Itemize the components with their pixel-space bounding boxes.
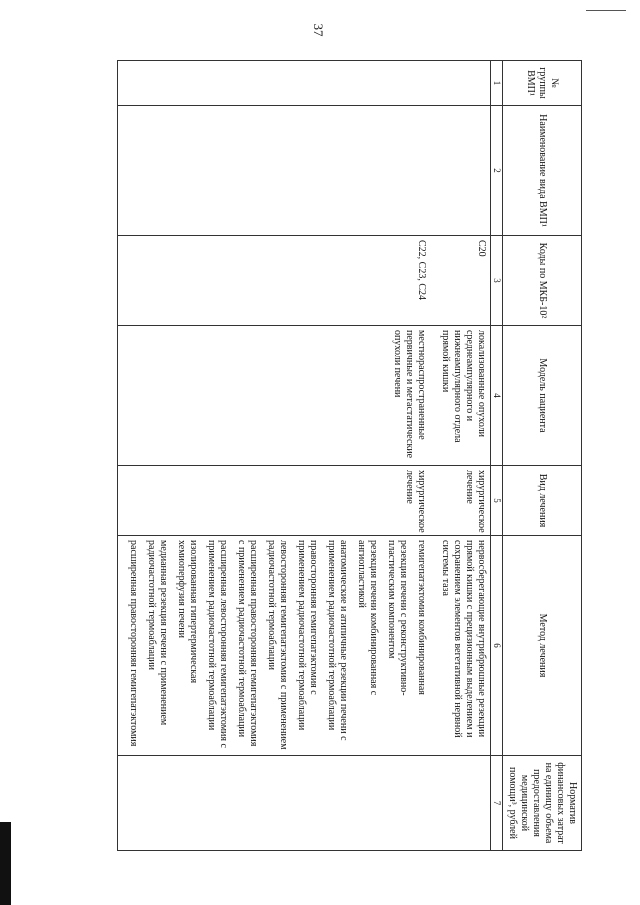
header-treatment-method: Метод лечения bbox=[503, 536, 582, 756]
column-number: 1 bbox=[491, 61, 503, 106]
patient-model-cell: местнораспространенные первичные и метастатические опухоли печени bbox=[118, 326, 431, 466]
group-number-cell bbox=[118, 61, 491, 106]
vmp-table bbox=[117, 60, 582, 851]
column-number: 6 bbox=[491, 536, 503, 756]
column-number: 5 bbox=[491, 466, 503, 536]
method-item: медианная резекция печени с применением радиочастотной термоаблации bbox=[146, 540, 170, 726]
header-vmp-name: Наименование вида ВМП¹ bbox=[503, 106, 582, 236]
rotated-table-frame bbox=[82, 60, 582, 850]
column-number: 2 bbox=[491, 106, 503, 236]
treatment-type-cell: хирургическое лечение bbox=[430, 466, 491, 536]
column-number-row bbox=[491, 61, 503, 851]
header-cost-norm: Норматив финансовых затрат на единицу объема предоставления медицинской помощи³, рублей bbox=[503, 756, 582, 851]
column-number: 4 bbox=[491, 326, 503, 466]
header-patient-model: Модель пациента bbox=[503, 326, 582, 466]
method-item: гемигепатэктомия комбинированная bbox=[416, 540, 428, 695]
header-rule bbox=[586, 10, 626, 11]
method-item: анатомические и атипичные резекции печени с применением радиочастотной термоаблации bbox=[326, 540, 350, 741]
header-group-number: № группы ВМП¹ bbox=[503, 61, 582, 106]
method-item: резекция печени с реконструктивно-пластическим компонентом bbox=[386, 540, 410, 696]
method-item: расширенная левосторонняя гемигепатэктомия с применением радиочастотной термоаблации bbox=[206, 540, 230, 748]
method-item: резекция печени комбинированная с ангиопластикой bbox=[356, 540, 380, 696]
header-treatment-type: Вид лечения bbox=[503, 466, 582, 536]
method-item: расширенная правосторонняя гемигепатэктомия bbox=[128, 540, 140, 747]
table-header-row bbox=[503, 61, 582, 851]
scan-edge-mark bbox=[0, 822, 11, 905]
treatment-type-cell: хирургическое лечение bbox=[118, 466, 431, 536]
table-row bbox=[430, 61, 491, 851]
vmp-name-cell bbox=[118, 106, 491, 236]
method-item: левосторонняя гемигепатэктомия с применением радиочастотной термоаблации bbox=[266, 540, 290, 750]
page-number: 37 bbox=[311, 23, 326, 37]
method-item: правосторонняя гемигепатэктомия с применением радиочастотной термоаблации bbox=[296, 540, 320, 731]
treatment-method-cell bbox=[430, 536, 491, 756]
header-icd-codes: Коды по МКБ-10² bbox=[503, 236, 582, 326]
icd-code-cell: C22, C23, C24 bbox=[118, 236, 431, 326]
method-item: расширенная правосторонняя гемигепатэктомия с применением радиочастотной термоаблации bbox=[236, 540, 260, 747]
column-number: 7 bbox=[491, 756, 503, 851]
method-item: нервосберегающие внутрибрюшные резекции прямой кишки с прецизионным выделением и сохранением элементов вегетативной нервной системы таза bbox=[440, 540, 488, 738]
patient-model-cell: локализованные опухоли среднеампулярного и нижнеампулярного отдела прямой кишки bbox=[430, 326, 491, 466]
column-number: 3 bbox=[491, 236, 503, 326]
method-item: изолированная гипертермическая хемиоперфузия печени bbox=[176, 540, 200, 684]
cost-norm-cell bbox=[118, 756, 491, 851]
icd-code-cell: C20 bbox=[430, 236, 491, 326]
treatment-method-cell bbox=[118, 536, 431, 756]
